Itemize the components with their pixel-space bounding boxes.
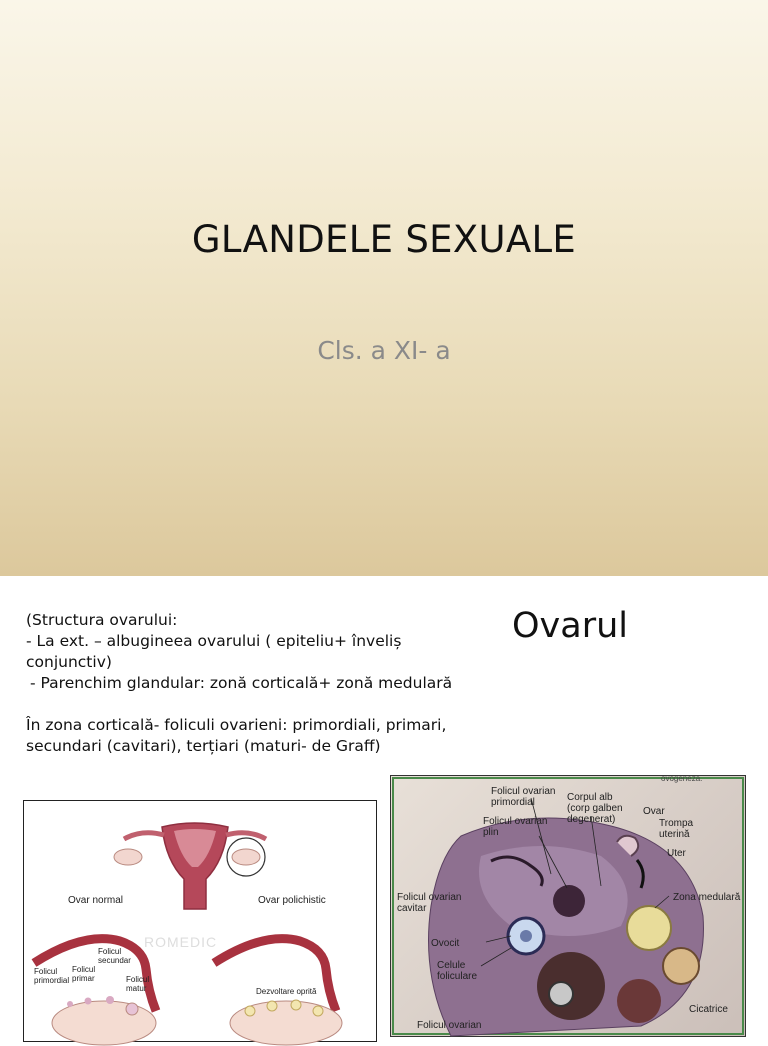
label-celule: Celule foliculare [437, 960, 478, 982]
text-line: - La ext. – albugineea ovarului ( epiteliu+ înveliș [26, 632, 402, 650]
label-polycystic-ovary: Ovar polichistic [258, 895, 326, 906]
label-ovocit: Ovocit [431, 938, 460, 949]
uterus-drawing [24, 801, 376, 1041]
slide-heading: Ovarul [512, 606, 629, 646]
text-line: conjunctiv) [26, 653, 112, 671]
label-bottom: Folicul ovarian [417, 1020, 482, 1031]
uterus-ovary-illustration [23, 800, 377, 1042]
label-ovar: Ovar [643, 806, 665, 817]
blank-line [26, 694, 496, 715]
label-normal-ovary: Ovar normal [68, 895, 124, 906]
slide-subtitle: Cls. a XI- a [317, 336, 451, 365]
label-cicatrice: Cicatrice [689, 1004, 728, 1015]
text-line: secundari (cavitari), terțiari (maturi- de Graff) [26, 737, 381, 755]
ovary-section-photo [390, 775, 746, 1037]
body-text [26, 610, 496, 757]
label-uter: Uter [667, 848, 686, 859]
watermark: ROMEDIC [144, 934, 218, 950]
label-primordial: Folicul ovarian primordial [491, 786, 556, 808]
label-secundar: Folicul secundar [98, 947, 131, 965]
text-line: (Structura ovarului: [26, 611, 178, 629]
label-primar: Folicul primar [72, 965, 96, 983]
text-line: - Parenchim glandular: zonă corticală+ zonă medulară [30, 674, 453, 692]
ovary-slide [0, 576, 768, 1031]
label-corp-alb: Corpul alb (corp galben degenerat) [567, 792, 623, 825]
label-plin: Folicul ovarian plin [483, 816, 548, 838]
label-primordial: Folicul primordial [34, 967, 70, 985]
label-cavitar: Folicul ovarian cavitar [397, 892, 462, 914]
text-line: În zona corticală- foliculi ovarieni: primordiali, primari, [26, 716, 447, 734]
label-arrested: Dezvoltare oprită [256, 987, 317, 996]
label-medulara: Zona medulară [673, 892, 741, 903]
label-top-text: ovogeneza. [661, 774, 703, 783]
label-matur: Folicul matur [126, 975, 150, 993]
slide-title: GLANDELE SEXUALE [191, 218, 577, 261]
label-trompa: Trompa uterină [659, 818, 694, 840]
